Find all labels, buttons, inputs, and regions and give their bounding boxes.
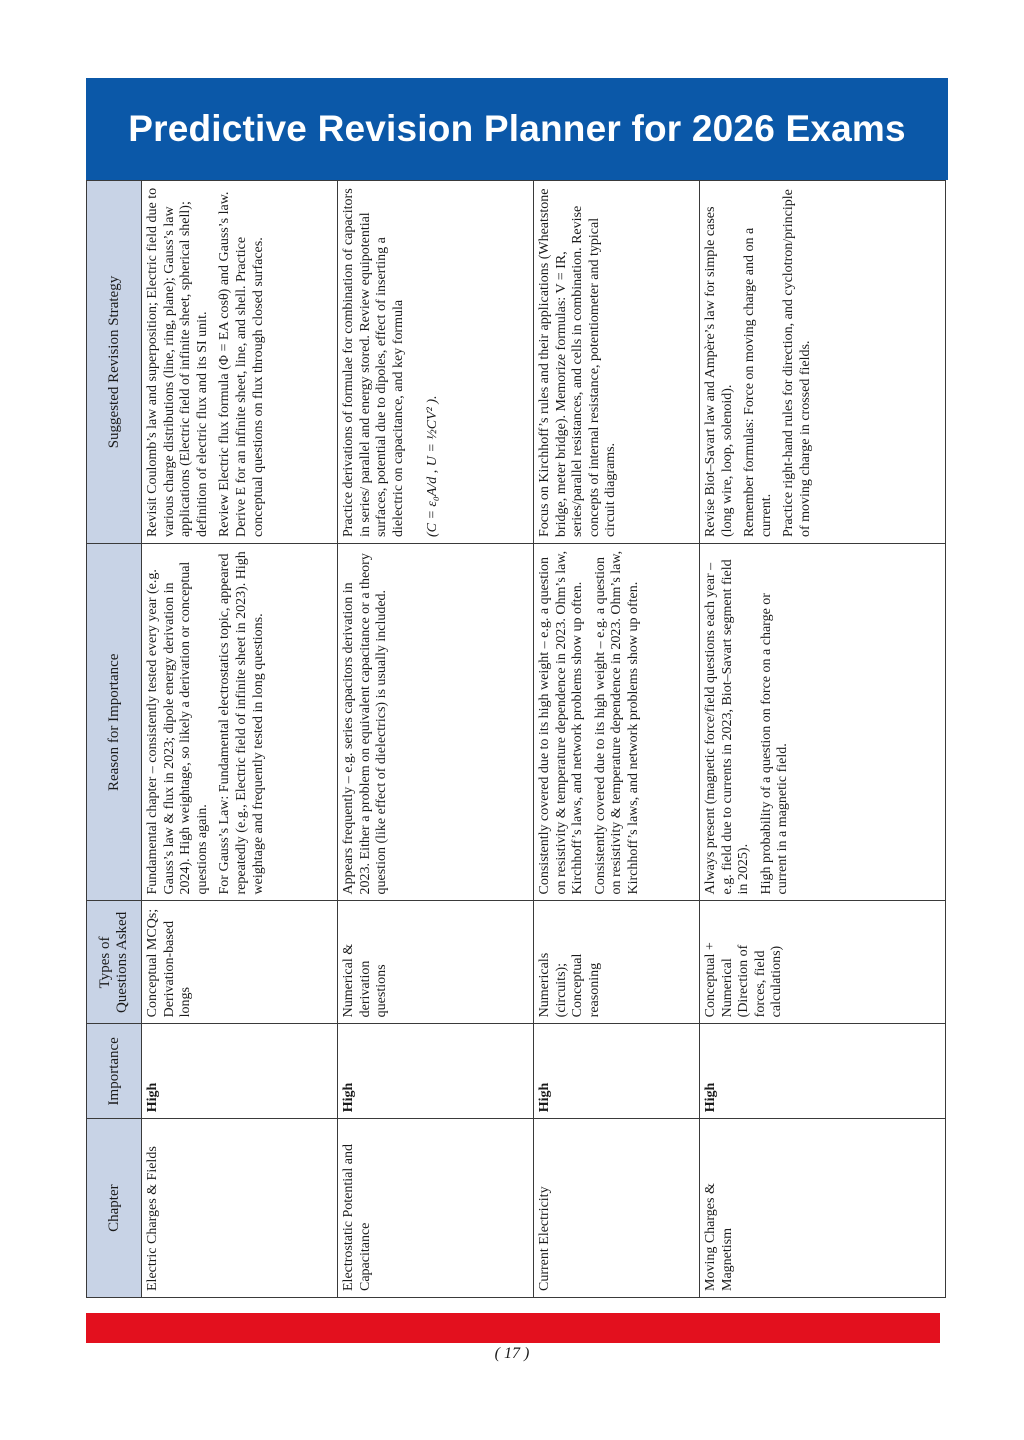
importance-cell: High [338,1024,534,1119]
table-row [142,181,338,1298]
table-row [700,181,946,1298]
types-cell: Conceptual MCQs; Derivation-based longs [142,901,338,1024]
chapter-cell: Current Electricity [534,1119,700,1298]
types-cell: Conceptual + Numerical (Direction of forces, field calculations) [700,901,946,1024]
reason-paragraph: Appears frequently – e.g. series capacitors derivation in 2023. Either a problem on equivalent capacitance or a theory question (like effect of dielectrics) is usually included. [341,553,390,895]
header-reason: Reason for Importance [87,544,142,901]
table-header-row [87,181,142,1298]
revision-planner-table [86,180,946,1298]
rotated-table-wrapper [86,180,940,1298]
strategy-paragraph: Remember formulas: Force on moving charge and on a current. [742,227,774,538]
chapter-cell: Moving Charges & Magnetism [700,1119,946,1298]
header-strategy: Suggested Revision Strategy [87,181,142,544]
reason-paragraph: Fundamental chapter – consistently tested every year (e.g. Gauss’s law & flux in 2023; dipole energy derivation in 2024). High weightage, so likely a derivation or conceptual questions again. [145,561,210,895]
capacitance-formula: (C = ε₀A/d , U = ½CV² ). [425,395,441,538]
importance-cell: High [534,1024,700,1119]
strategy-cell [142,181,338,544]
strategy-paragraph: Practice right-hand rules for direction, and cyclotron/principle of moving charge in crossed fields. [781,189,813,538]
reason-paragraph: High probability of a question on force on a charge or current in a magnetic field. [758,593,791,895]
strategy-paragraph: Practice derivations of formulae for combination of capacitors in series/ parallel and energy stored. Review equipotential surfaces, potential due to dipoles, effect of inserting a dielectric on capacitance, and key formula [341,188,406,538]
strategy-cell [534,181,700,544]
table-frame [86,180,940,1298]
reason-paragraph: Consistently covered due to its high weight – e.g. a question on resistivity & temperature dependence in 2023. Ohm’s law, Kirchhoff’s laws, and network problems show up often. [537,550,586,895]
footer-bar [86,1313,940,1343]
header-types: Types of Questions Asked [87,901,142,1024]
table-row [534,181,700,1298]
reason-cell [338,544,534,901]
reason-paragraph: Always present (magnetic force/field questions each year – e.g. field due to currents in 2023, Biot–Savart segment field in 2025). [703,559,752,895]
title-banner [86,78,948,180]
strategy-paragraph: Revisit Coulomb’s law and superposition; Electric field due to various charge distributions (line, ring, plane); Gauss’s law applications (Electric field of infinite sheet, spherical shell); definition of electric flux and its SI unit. [145,187,210,538]
types-cell: Numericals (circuits); Conceptual reasoning [534,901,700,1024]
strategy-paragraph: Focus on Kirchhoff’s rules and their applications (Wheatstone bridge, meter bridge). Memorize formulas: V = IR, series/parallel resistances, and cells in combination. Revise concepts of internal resistance, potentiometer and typical circuit diagrams. [537,188,619,538]
importance-cell: High [142,1024,338,1119]
page-number: ( 17 ) [494,1345,530,1362]
chapter-cell: Electrostatic Potential and Capacitance [338,1119,534,1298]
types-cell: Numerical & derivation questions [338,901,534,1024]
strategy-cell [338,181,534,544]
strategy-paragraph: Review Electric flux formula (Φ = EA cosθ) and Gauss’s law. Derive E for an infinite sheet, line, and shell. Practice conceptual questions on flux through closed surfaces. [217,191,266,538]
reason-cell [534,544,700,901]
page-title: Predictive Revision Planner for 2026 Exams [128,108,906,149]
strategy-cell [700,181,946,544]
importance-cell: High [700,1024,946,1119]
table-row [338,181,534,1298]
header-importance: Importance [87,1024,142,1119]
reason-paragraph: For Gauss’s Law: Fundamental electrostatics topic, appeared repeatedly (e.g., Electric field of infinite sheet in 2023). High weightage and frequently tested in long questions. [217,551,266,895]
reason-paragraph: Consistently covered due to its high weight – e.g. a question on resistivity & temperature dependence in 2023. Ohm’s law, Kirchhoff’s laws, and network problems show up often. [592,550,641,895]
chapter-cell: Electric Charges & Fields [142,1119,338,1298]
reason-cell [700,544,946,901]
reason-cell [142,544,338,901]
header-chapter: Chapter [87,1119,142,1298]
strategy-paragraph: Revise Biot–Savart law and Ampère’s law for simple cases (long wire, loop, solenoid). [703,206,735,538]
